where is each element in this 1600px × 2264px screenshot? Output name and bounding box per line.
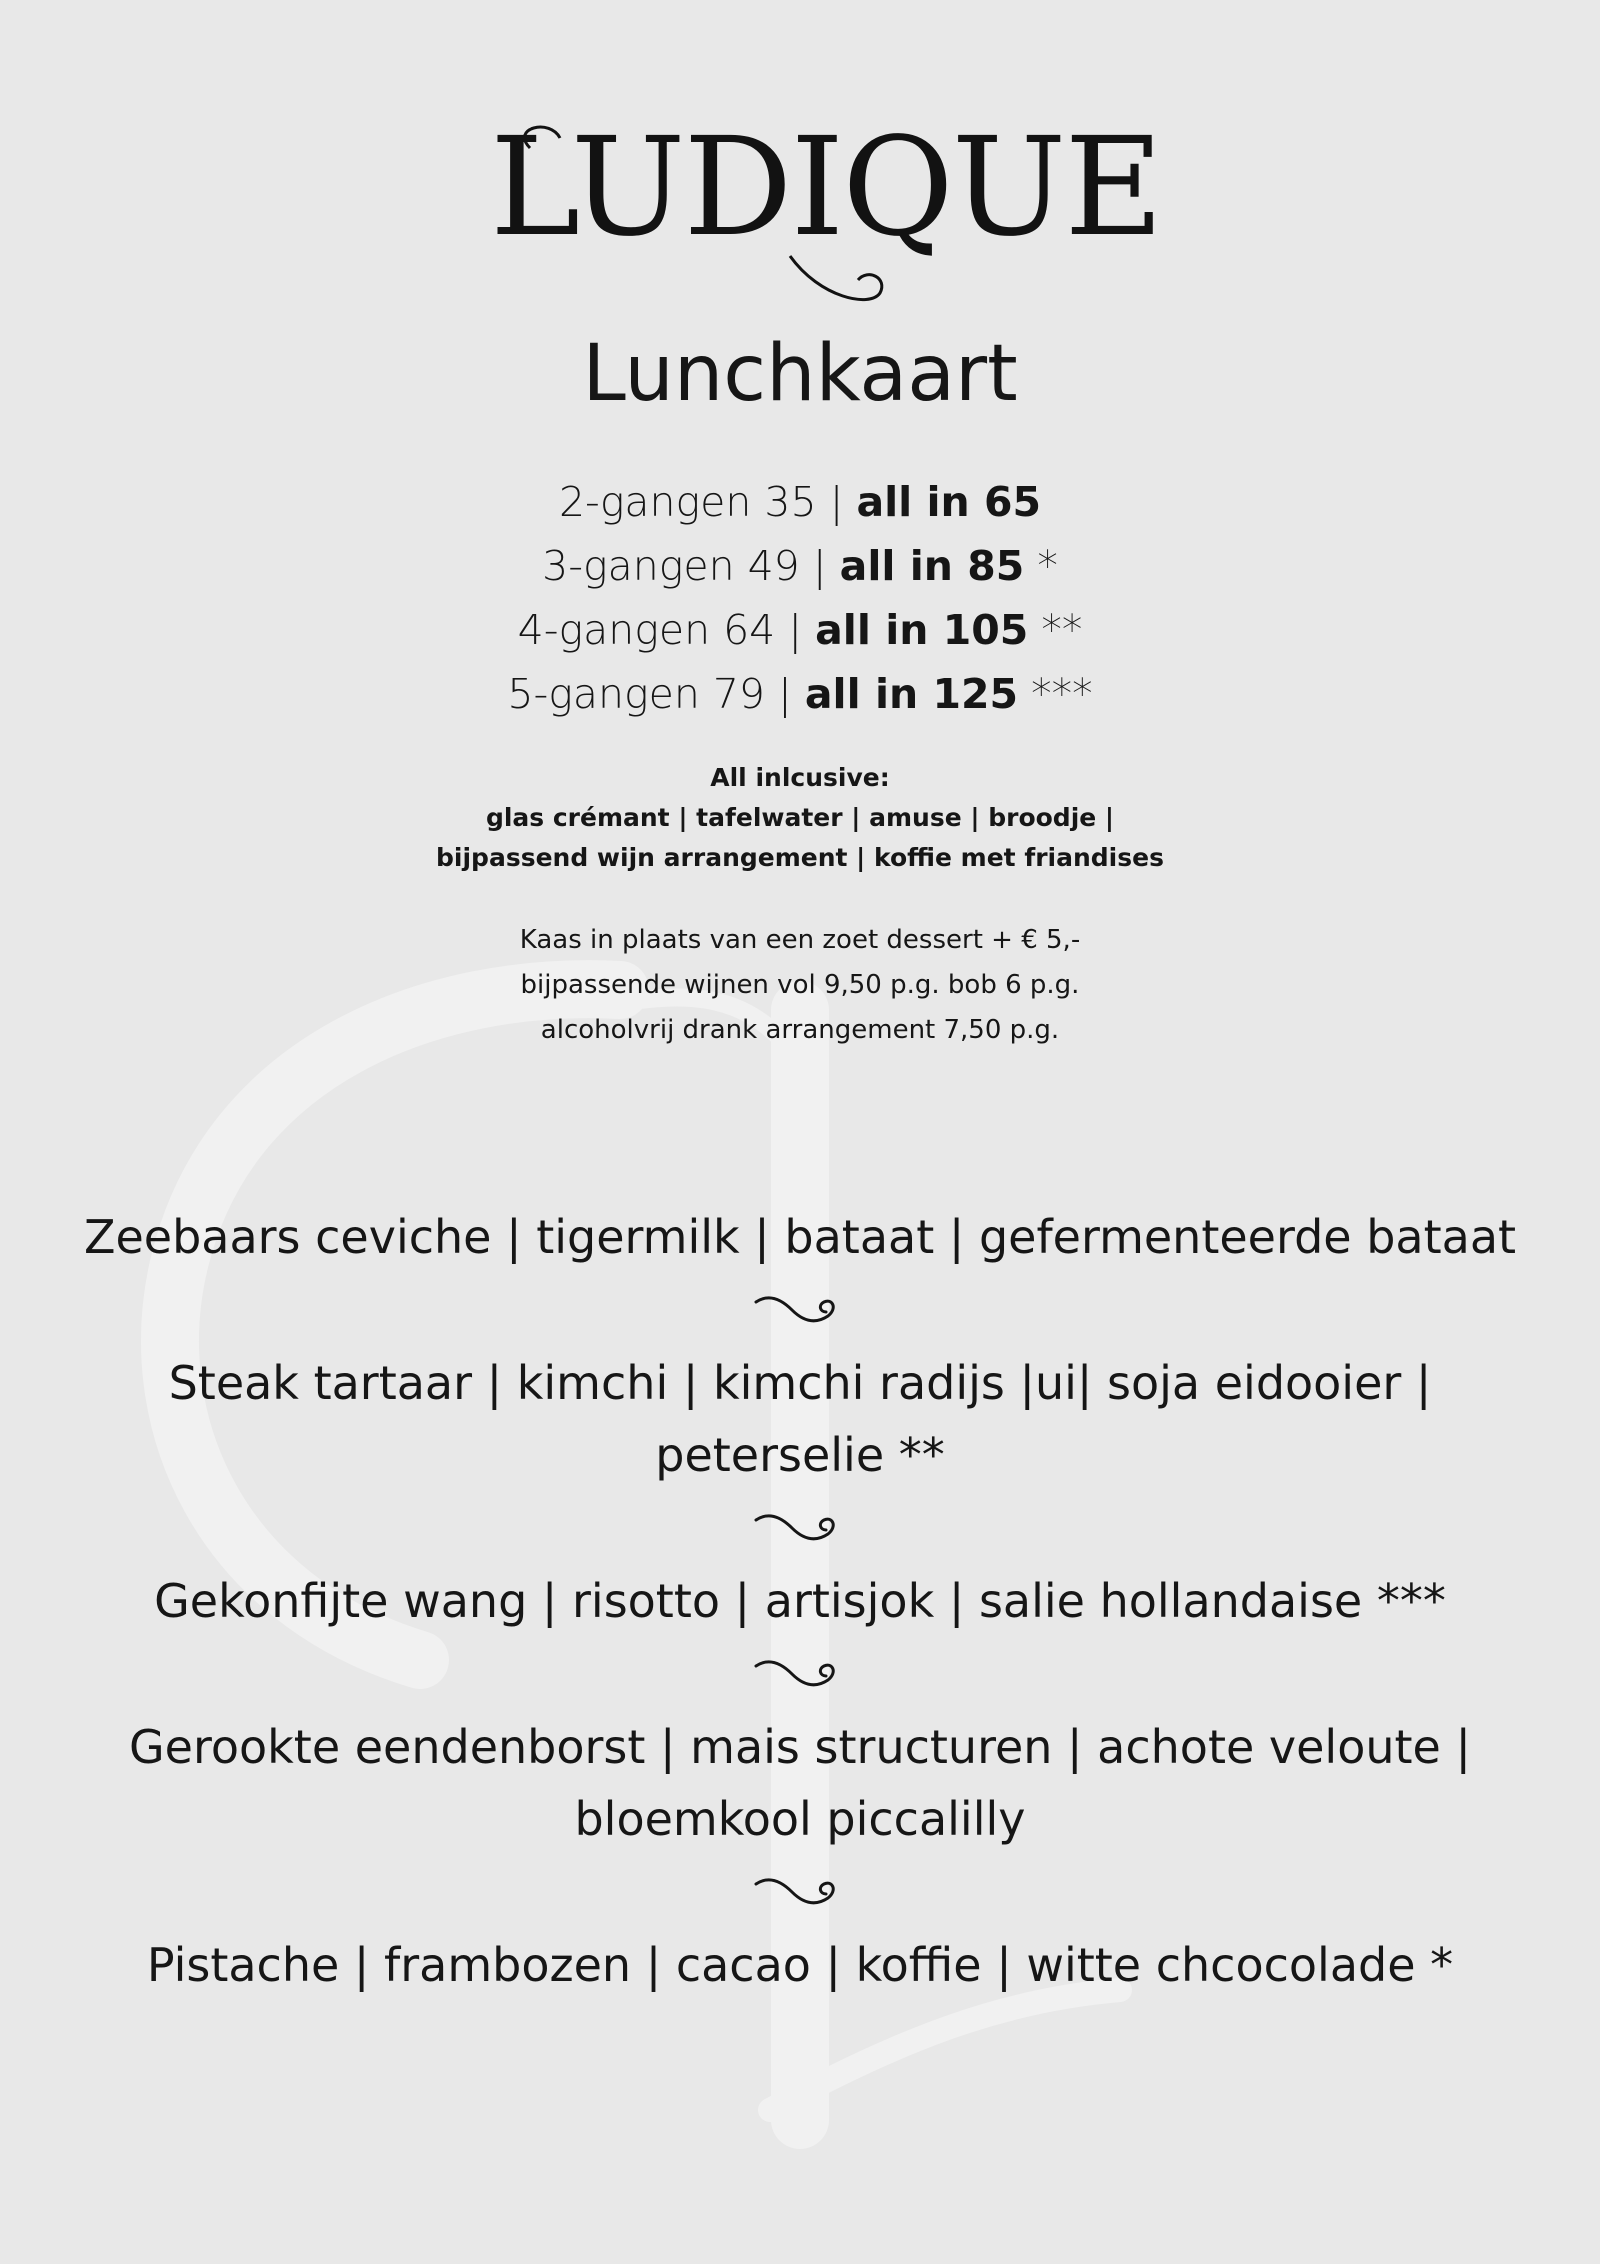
course-list (0, 1201, 1600, 2001)
price-base: 2-gangen 35 | (558, 478, 857, 526)
extra-line: bijpassende wijnen vol 9,50 p.g. bob 6 p.g. (520, 970, 1080, 1000)
course-item: Gekonfijte wang | risotto | artisjok | salie hollandaise *** (154, 1574, 1446, 1628)
price-all-in: all in 65 (856, 478, 1042, 526)
price-mark: *** (1018, 670, 1093, 718)
extras-block (0, 918, 1600, 1053)
price-mark: ** (1028, 606, 1083, 654)
swash-divider-icon (750, 1872, 850, 1912)
price-base: 5-gangen 79 | (507, 670, 805, 718)
swash-divider-icon (750, 1508, 850, 1548)
price-line (0, 534, 1600, 598)
price-line (0, 598, 1600, 662)
swash-divider-icon (750, 1290, 850, 1330)
all-inclusive-line: bijpassend wijn arrangement | koffie met friandises (436, 843, 1164, 872)
price-base: 3-gangen 49 | (542, 542, 840, 590)
extra-line: alcoholvrij drank arrangement 7,50 p.g. (540, 1015, 1060, 1045)
price-line (0, 662, 1600, 726)
price-all-in: all in 105 (815, 606, 1029, 654)
course-item: Steak tartaar | kimchi | kimchi radijs |ui| soja eidooier | peterselie ** (168, 1356, 1432, 1482)
all-inclusive-block (0, 758, 1600, 878)
brand-logo (490, 108, 1162, 308)
logo-wordmark: LUDIQUE (490, 109, 1162, 267)
all-inclusive-line: glas crémant | tafelwater | amuse | broodje | (485, 803, 1115, 832)
course-divider (0, 1273, 1600, 1347)
price-list (0, 470, 1600, 726)
price-mark: * (1024, 542, 1058, 590)
course-item: Gerookte eendenborst | mais structuren | achote veloute | bloemkool piccalilly (129, 1720, 1471, 1846)
price-line (0, 470, 1600, 534)
swash-divider-icon (750, 1654, 850, 1694)
course-item: Zeebaars ceviche | tigermilk | bataat | gefermenteerde bataat (83, 1210, 1517, 1264)
course-divider (0, 1855, 1600, 1929)
price-all-in: all in 125 (804, 670, 1019, 718)
extra-line: Kaas in plaats van een zoet dessert + € 5,- (519, 925, 1081, 955)
page-title: Lunchkaart (582, 329, 1018, 419)
course-item: Pistache | frambozen | cacao | koffie | witte chcocolade * (146, 1938, 1454, 1992)
logo-swash-icon (490, 108, 1162, 308)
all-inclusive-heading: All inlcusive: (710, 763, 890, 792)
price-base: 4-gangen 64 | (517, 606, 816, 654)
course-divider (0, 1637, 1600, 1711)
price-all-in: all in 85 (839, 542, 1025, 590)
course-divider (0, 1491, 1600, 1565)
